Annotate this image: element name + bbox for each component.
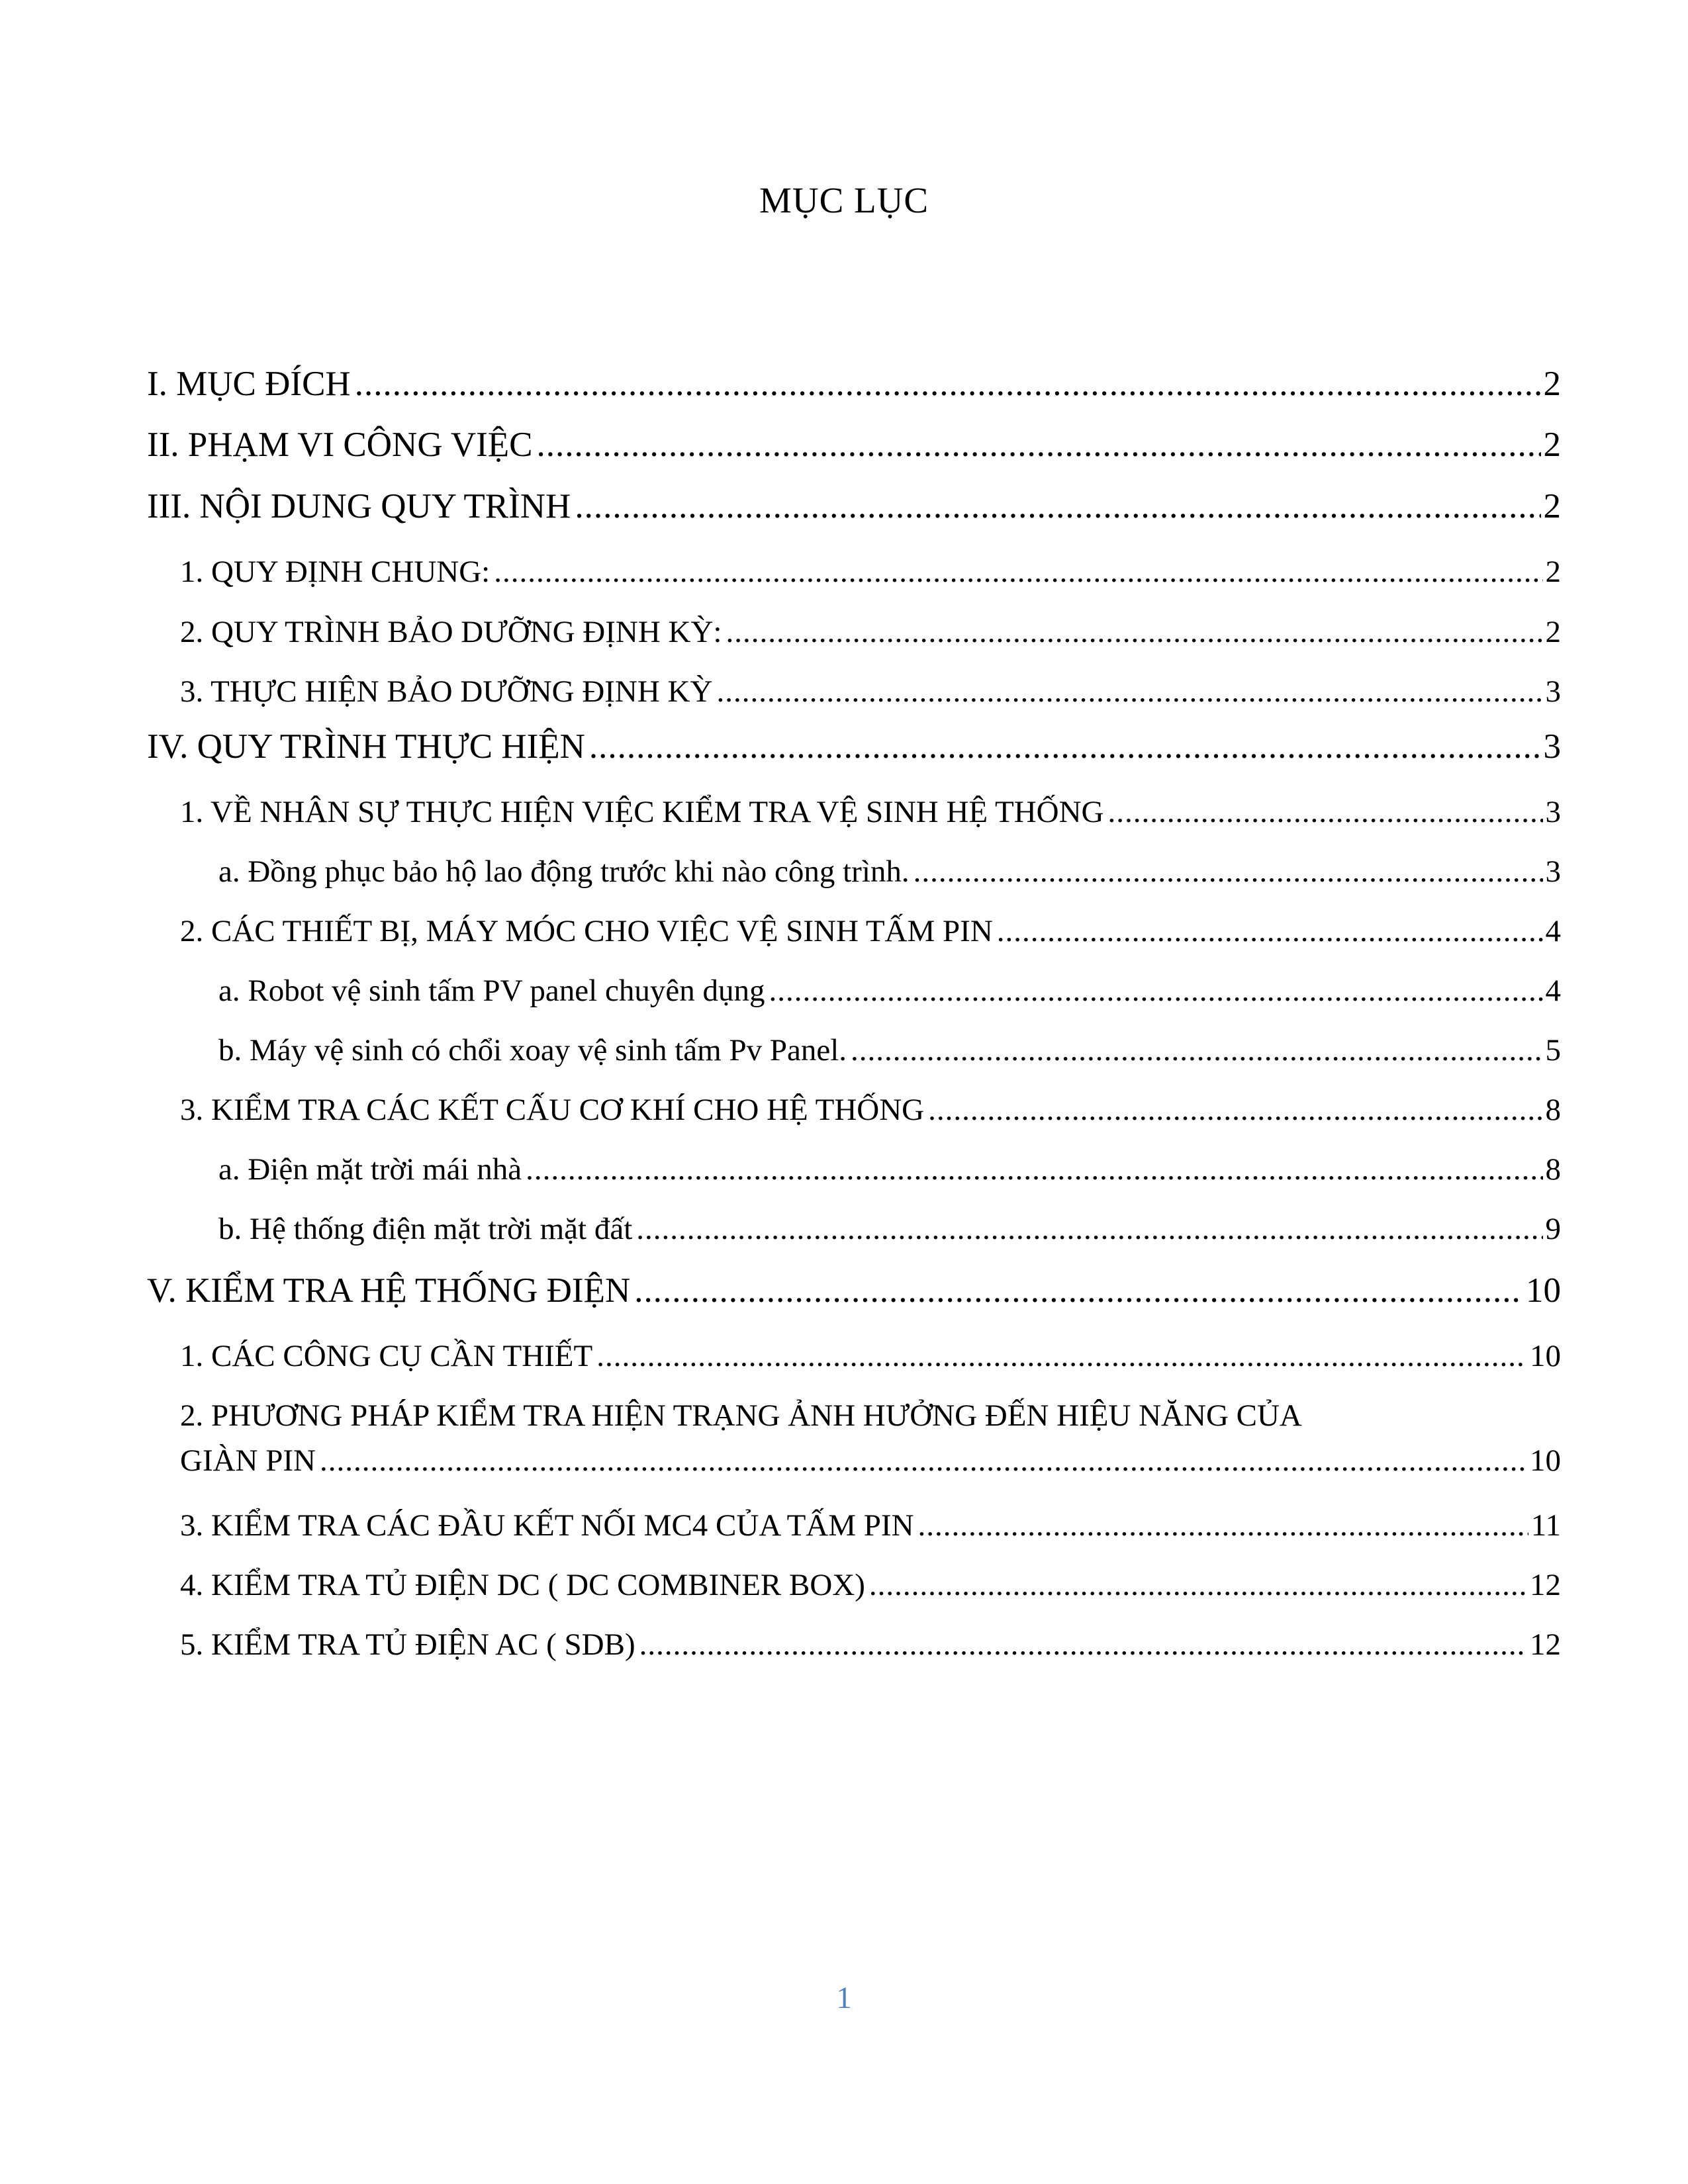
toc-entry-label: 2. CÁC THIẾT BỊ, MÁY MÓC CHO VIỆC VỆ SINH TẤM PIN (180, 914, 993, 948)
toc-page-number: 5 (1545, 1033, 1561, 1068)
toc-leader-dots (355, 364, 1541, 404)
toc-entry-label: 3. KIỂM TRA CÁC KẾT CẤU CƠ KHÍ CHO HỆ THỐNG (180, 1093, 925, 1127)
toc-page-number: 9 (1545, 1212, 1561, 1246)
toc-leader-dots (997, 913, 1543, 949)
toc-leader-dots (851, 1032, 1543, 1068)
toc-entry-label: a. Robot vệ sinh tấm PV panel chuyên dụng (218, 974, 765, 1008)
toc-leader-dots (1108, 794, 1543, 830)
toc-page-number: 12 (1530, 1627, 1561, 1662)
toc-page-number: 2 (1545, 555, 1561, 589)
toc-entry-label: a. Điện mặt trời mái nhà (218, 1152, 522, 1187)
toc-entry-label: 3. KIỂM TRA CÁC ĐẦU KẾT NỐI MC4 CỦA TẤM PIN (180, 1508, 914, 1543)
toc-leader-dots (769, 973, 1542, 1009)
toc-leader-dots (494, 554, 1542, 590)
toc-entry-label: 1. QUY ĐỊNH CHUNG: (180, 555, 491, 589)
toc-leader-dots (726, 614, 1542, 650)
toc-entry-label: b. Máy vệ sinh có chổi xoay vệ sinh tấm Pv Panel. (218, 1033, 847, 1068)
toc-entry-dong-phuc-bao-ho[interactable] (218, 854, 1561, 889)
toc-entry-label: IV. QUY TRÌNH THỰC HIỆN (147, 727, 585, 766)
toc-leader-dots (596, 1338, 1527, 1374)
toc-entry-kiem-tra-ket-cau[interactable] (180, 1092, 1561, 1128)
toc-leader-dots (537, 425, 1541, 465)
toc-entry-robot-ve-sinh[interactable] (218, 973, 1561, 1009)
toc-entry-line2 (180, 1443, 1561, 1479)
toc-page-number: 10 (1530, 1443, 1561, 1478)
toc-entry-cong-cu-can-thiet[interactable] (180, 1338, 1561, 1374)
toc-entry-quy-trinh-bao-duong[interactable] (180, 614, 1561, 650)
toc-entry-pham-vi-cong-viec[interactable] (147, 425, 1561, 465)
toc-entry-label-line1: 2. PHƯƠNG PHÁP KIỂM TRA HIỆN TRẠNG ẢNH HƯỞNG ĐẾN HIỆU NĂNG CỦA (180, 1398, 1302, 1433)
toc-page-number: 10 (1530, 1339, 1561, 1373)
toc-leader-dots (636, 1211, 1542, 1247)
page-title: MỤC LỤC (759, 180, 929, 220)
toc-entry-cac-thiet-bi[interactable] (180, 913, 1561, 949)
toc-entry-dien-mat-troi-mai-nha[interactable] (218, 1152, 1561, 1187)
toc-page-number: 4 (1545, 914, 1561, 948)
toc-entry-quy-trinh-thuc-hien[interactable] (147, 727, 1561, 766)
toc-page-number: 8 (1545, 1152, 1561, 1187)
toc-entry-dau-ket-noi-mc4[interactable] (180, 1508, 1561, 1543)
toc-leader-dots (716, 674, 1542, 709)
toc-entry-kiem-tra-he-thong-dien[interactable] (147, 1271, 1561, 1310)
toc-leader-dots (575, 486, 1540, 526)
toc-page-number: 12 (1530, 1568, 1561, 1602)
toc-entry-label: II. PHẠM VI CÔNG VIỆC (147, 426, 533, 464)
toc-leader-dots (589, 727, 1541, 766)
toc-page-number: 10 (1526, 1271, 1561, 1310)
toc-entry-may-ve-sinh[interactable] (218, 1032, 1561, 1068)
toc-leader-dots (918, 1508, 1528, 1543)
toc-entry-ve-nhan-su[interactable] (180, 794, 1561, 830)
toc-entry-label: 1. CÁC CÔNG CỤ CẦN THIẾT (180, 1339, 593, 1373)
toc-page-number: 3 (1543, 727, 1561, 766)
toc-entry-label: b. Hệ thống điện mặt trời mặt đất (218, 1212, 633, 1246)
toc-page-number: 3 (1545, 795, 1561, 829)
toc-leader-dots (869, 1567, 1527, 1603)
toc-entry-label: 3. THỰC HIỆN BẢO DƯỠNG ĐỊNH KỲ (180, 674, 713, 709)
toc-page-number: 4 (1545, 974, 1561, 1008)
toc-entry-muc-dich[interactable] (147, 364, 1561, 404)
toc-leader-dots (634, 1271, 1523, 1310)
toc-entry-label-line2: GIÀN PIN (180, 1443, 316, 1478)
toc-page-number: 11 (1530, 1508, 1561, 1543)
toc-entry-quy-dinh-chung[interactable] (180, 554, 1561, 590)
toc-entry-tu-dien-ac[interactable] (180, 1627, 1561, 1662)
toc-entry-label: 5. KIỂM TRA TỦ ĐIỆN AC ( SDB) (180, 1627, 635, 1662)
toc-leader-dots (320, 1443, 1527, 1479)
toc-entry-thuc-hien-bao-duong[interactable] (180, 674, 1561, 709)
toc-entry-label: V. KIỂM TRA HỆ THỐNG ĐIỆN (147, 1271, 631, 1310)
toc-leader-dots (928, 1092, 1542, 1128)
toc-entry-label: 1. VỀ NHÂN SỰ THỰC HIỆN VIỆC KIỂM TRA VỆ SINH HỆ THỐNG (180, 795, 1104, 829)
toc-page-number: 8 (1545, 1093, 1561, 1127)
toc-page-number: 2 (1543, 426, 1561, 464)
toc-page-number: 2 (1543, 365, 1561, 403)
toc-leader-dots (526, 1152, 1542, 1187)
toc-entry-he-thong-mat-dat[interactable] (218, 1211, 1561, 1247)
toc-entry-label: III. NỘI DUNG QUY TRÌNH (147, 487, 571, 525)
toc-entry-tu-dien-dc[interactable] (180, 1567, 1561, 1603)
toc-entry-label: 2. QUY TRÌNH BẢO DƯỠNG ĐỊNH KỲ: (180, 615, 722, 649)
toc-entry-noi-dung-quy-trinh[interactable] (147, 486, 1561, 526)
toc-page-number: 3 (1545, 674, 1561, 709)
toc-page-number: 3 (1545, 854, 1561, 889)
toc-entry-label: a. Đồng phục bảo hộ lao động trước khi nào công trình. (218, 854, 910, 889)
toc-page-number: 2 (1543, 487, 1561, 525)
toc-entry-phuong-phap-kiem-tra[interactable] (180, 1398, 1561, 1479)
toc-page-number: 2 (1545, 615, 1561, 649)
toc-entry-label: I. MỤC ĐÍCH (147, 365, 351, 403)
toc-leader-dots (639, 1627, 1527, 1662)
toc-leader-dots (914, 854, 1543, 889)
toc-entry-label: 4. KIỂM TRA TỦ ĐIỆN DC ( DC COMBINER BOX) (180, 1568, 865, 1602)
page-number: 1 (836, 1981, 852, 2015)
